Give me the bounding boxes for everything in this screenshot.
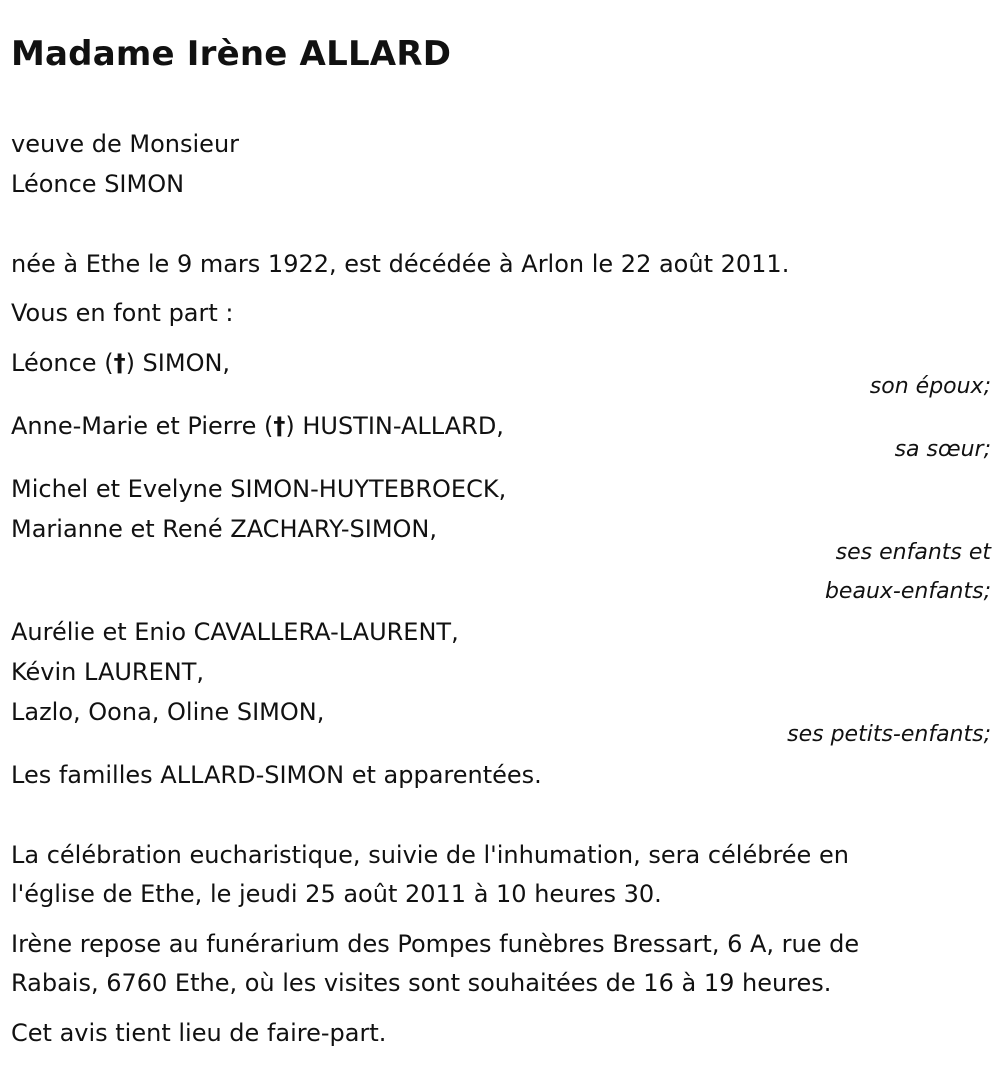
grandchild-name: Lazlo, Oona, Oline SIMON, xyxy=(11,698,325,726)
announce-line: Vous en font part : xyxy=(11,299,234,327)
spouse-role: son époux; xyxy=(869,374,991,399)
children-role-line-2: beaux-enfants; xyxy=(824,579,991,604)
closing-line: Cet avis tient lieu de faire-part. xyxy=(11,1019,387,1047)
spouse-name xyxy=(11,348,230,378)
sister-name-before: Anne-Marie et Pierre ( xyxy=(11,412,274,440)
spouse-name-before: Léonce ( xyxy=(11,349,114,377)
sister-name-after: ) HUSTIN-ALLARD, xyxy=(285,412,504,440)
visitation-line-1: Irène repose au funérarium des Pompes funèbres Bressart, 6 A, rue de xyxy=(11,930,860,958)
page-title: Madame Irène ALLARD xyxy=(11,34,452,74)
ceremony-line-2: l'église de Ethe, le jeudi 25 août 2011 à 10 heures 30. xyxy=(11,880,662,908)
grandchild-name: Aurélie et Enio CAVALLERA-LAURENT, xyxy=(11,618,459,646)
widow-line-2: Léonce SIMON xyxy=(11,170,185,198)
ceremony-line-1: La célébration eucharistique, suivie de l'inhumation, sera célébrée en xyxy=(11,841,849,869)
widow-line-1: veuve de Monsieur xyxy=(11,130,240,158)
sister-name xyxy=(11,411,504,441)
families-line: Les familles ALLARD-SIMON et apparentées. xyxy=(11,761,542,789)
sister-role: sa sœur; xyxy=(894,437,991,462)
child-name: Michel et Evelyne SIMON-HUYTEBROECK, xyxy=(11,475,507,503)
grandchildren-role: ses petits-enfants; xyxy=(787,722,991,747)
cross-icon: † xyxy=(113,349,126,377)
child-name: Marianne et René ZACHARY-SIMON, xyxy=(11,515,438,543)
birth-death-statement: née à Ethe le 9 mars 1922, est décédée à Arlon le 22 août 2011. xyxy=(11,250,790,278)
visitation-line-2: Rabais, 6760 Ethe, où les visites sont souhaitées de 16 à 19 heures. xyxy=(11,969,832,997)
cross-icon: † xyxy=(273,412,286,440)
children-role-line-1: ses enfants et xyxy=(835,540,991,565)
spouse-name-after: ) SIMON, xyxy=(125,349,231,377)
grandchild-name: Kévin LAURENT, xyxy=(11,658,205,686)
